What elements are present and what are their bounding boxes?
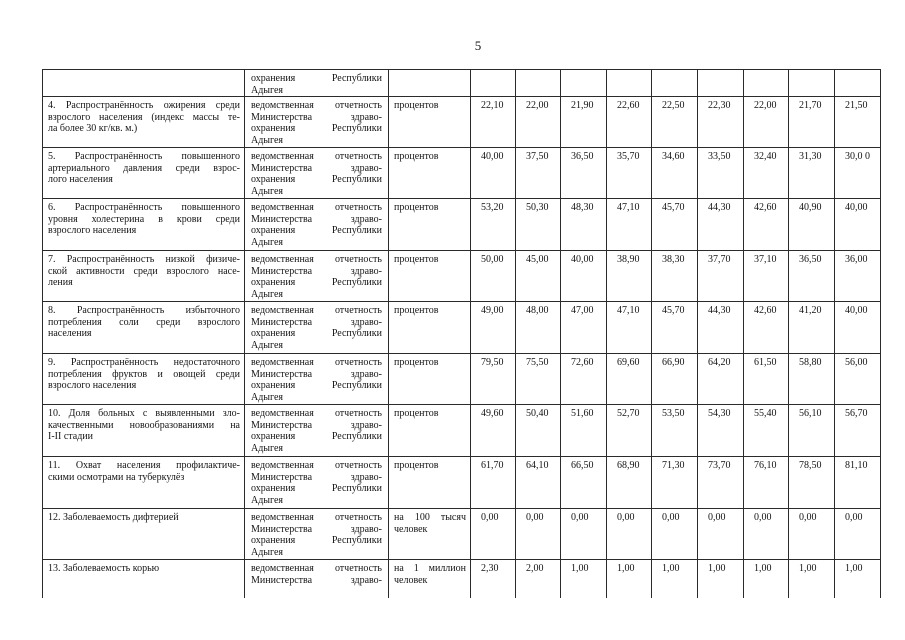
value-cell: 48,30 xyxy=(561,199,607,251)
source-cell xyxy=(245,302,389,354)
source-text-line: охранения Республики xyxy=(251,380,382,391)
unit-text-line: человек xyxy=(394,574,428,586)
indicator-text-line: 5. Распространённость повышенного xyxy=(48,151,240,162)
indicator-text-line: 10. Доля больных с выявленными зло- xyxy=(48,408,240,419)
source-text-line: охранения Республики xyxy=(251,225,382,236)
source-text-line: охранения Республики xyxy=(251,431,382,442)
source-cell xyxy=(245,97,389,148)
value-cell: 36,00 xyxy=(835,251,881,302)
unit-text-line: процентов xyxy=(394,100,439,111)
value-cell: 45,70 xyxy=(652,302,698,354)
value-cell: 0,00 xyxy=(652,509,698,560)
indicator-text-line: I-II стадии xyxy=(48,431,93,442)
unit-cell xyxy=(389,560,471,598)
value-cell: 1,00 xyxy=(835,560,881,598)
source-text-line: ведомственная отчетность xyxy=(251,305,382,316)
value-cell: 58,80 xyxy=(789,354,835,405)
value-cell: 38,30 xyxy=(652,251,698,302)
indicator-cell xyxy=(43,560,245,598)
unit-text-line: на 1 миллион xyxy=(394,563,466,574)
source-text-line: Адыгея xyxy=(251,134,284,146)
source-text-line: Министерства здраво- xyxy=(251,419,382,431)
value-cell: 55,40 xyxy=(744,405,789,457)
unit-cell xyxy=(389,199,471,251)
source-text-line: Министерства здраво- xyxy=(251,368,382,380)
indicator-cell xyxy=(43,251,245,302)
table-row xyxy=(43,405,881,457)
value-cell: 52,70 xyxy=(607,405,652,457)
value-cell: 34,60 xyxy=(652,148,698,199)
value-cell: 1,00 xyxy=(652,560,698,598)
value-cell: 69,60 xyxy=(607,354,652,405)
value-cell: 37,50 xyxy=(516,148,561,199)
unit-text-line: процентов xyxy=(394,408,439,419)
indicator-text-line: потребления фруктов и овощей среди xyxy=(48,368,240,380)
value-cell: 22,60 xyxy=(607,97,652,148)
indicator-text-line: 6. Распространённость повышенного xyxy=(48,202,240,213)
table-row xyxy=(43,509,881,560)
indicator-cell xyxy=(43,199,245,251)
indicator-cell xyxy=(43,97,245,148)
table-row xyxy=(43,199,881,251)
source-cell xyxy=(245,457,389,509)
unit-text-line: процентов xyxy=(394,305,439,316)
source-text-line: Министерства здраво- xyxy=(251,574,382,586)
source-text-line: Адыгея xyxy=(251,546,284,558)
source-text-line: Адыгея xyxy=(251,494,284,506)
value-cell: 32,40 xyxy=(744,148,789,199)
source-text-line: охранения Республики xyxy=(251,328,382,339)
value-cell: 66,50 xyxy=(561,457,607,509)
source-text-line: Адыгея xyxy=(251,288,284,300)
indicator-cell xyxy=(43,354,245,405)
value-cell: 47,10 xyxy=(607,199,652,251)
value-cell: 1,00 xyxy=(698,560,744,598)
value-cell: 2,30 xyxy=(471,560,516,598)
unit-text-line: процентов xyxy=(394,151,439,162)
indicator-text-line: ления xyxy=(48,277,73,288)
indicators-table xyxy=(42,69,881,598)
source-text-line: ведомственная отчетность xyxy=(251,202,382,213)
source-text-line: Адыгея xyxy=(251,185,284,197)
value-cell xyxy=(561,70,607,97)
value-cell xyxy=(835,70,881,97)
unit-text-line: на 100 тысяч xyxy=(394,512,466,523)
source-text-line: Министерства здраво- xyxy=(251,265,382,277)
value-cell: 53,50 xyxy=(652,405,698,457)
source-cell xyxy=(245,405,389,457)
value-cell: 31,30 xyxy=(789,148,835,199)
value-cell: 54,30 xyxy=(698,405,744,457)
value-cell: 51,60 xyxy=(561,405,607,457)
value-cell: 40,00 xyxy=(835,199,881,251)
value-cell: 35,70 xyxy=(607,148,652,199)
source-text-line: ведомственная отчетность xyxy=(251,100,382,111)
value-cell: 56,10 xyxy=(789,405,835,457)
value-cell: 47,00 xyxy=(561,302,607,354)
value-cell: 40,90 xyxy=(789,199,835,251)
value-cell: 1,00 xyxy=(607,560,652,598)
table-row xyxy=(43,560,881,598)
value-cell: 0,00 xyxy=(789,509,835,560)
source-cell xyxy=(245,70,389,97)
value-cell: 73,70 xyxy=(698,457,744,509)
source-text-line: Адыгея xyxy=(251,236,284,248)
unit-cell xyxy=(389,509,471,560)
indicator-text-line: качественными новообразованиями на xyxy=(48,419,240,431)
table-row xyxy=(43,457,881,509)
source-text-line: Министерства здраво- xyxy=(251,316,382,328)
value-cell: 64,20 xyxy=(698,354,744,405)
value-cell: 53,20 xyxy=(471,199,516,251)
value-cell: 0,00 xyxy=(516,509,561,560)
value-cell: 1,00 xyxy=(561,560,607,598)
unit-text-line: процентов xyxy=(394,254,439,265)
value-cell: 22,00 xyxy=(744,97,789,148)
indicator-text-line: ла более 30 кг/кв. м.) xyxy=(48,123,138,134)
page-number: 5 xyxy=(474,38,482,53)
source-cell xyxy=(245,354,389,405)
source-text-line: ведомственная отчетность xyxy=(251,254,382,265)
indicator-text-line: ской активности среди взрослого насе- xyxy=(48,265,240,277)
indicator-cell xyxy=(43,457,245,509)
value-cell: 30,0 0 xyxy=(835,148,881,199)
indicator-text-line: 9. Распространённость недостаточного xyxy=(48,357,240,368)
value-cell: 64,10 xyxy=(516,457,561,509)
source-text-line: ведомственная отчетность xyxy=(251,563,382,574)
unit-cell xyxy=(389,148,471,199)
value-cell xyxy=(652,70,698,97)
value-cell: 22,30 xyxy=(698,97,744,148)
indicator-cell xyxy=(43,70,245,97)
table-row xyxy=(43,97,881,148)
indicator-text-line: 4. Распространённость ожирения среди xyxy=(48,100,240,111)
value-cell: 41,20 xyxy=(789,302,835,354)
unit-cell xyxy=(389,405,471,457)
indicator-text-line: артериального давления среди взрос- xyxy=(48,162,240,174)
table-row xyxy=(43,251,881,302)
value-cell: 0,00 xyxy=(471,509,516,560)
value-cell: 56,00 xyxy=(835,354,881,405)
value-cell: 50,40 xyxy=(516,405,561,457)
value-cell: 61,50 xyxy=(744,354,789,405)
value-cell: 61,70 xyxy=(471,457,516,509)
value-cell: 37,70 xyxy=(698,251,744,302)
source-text-line: ведомственная отчетность xyxy=(251,151,382,162)
unit-cell xyxy=(389,251,471,302)
source-text-line: охранения Республики xyxy=(251,123,382,134)
indicator-text-line: взрослого населения xyxy=(48,225,137,236)
value-cell: 1,00 xyxy=(789,560,835,598)
table-body xyxy=(43,70,881,598)
unit-text-line: человек xyxy=(394,523,428,535)
value-cell: 78,50 xyxy=(789,457,835,509)
value-cell: 79,50 xyxy=(471,354,516,405)
source-text-line: Адыгея xyxy=(251,339,284,351)
value-cell: 36,50 xyxy=(561,148,607,199)
indicator-text-line: потребления соли среди взрослого xyxy=(48,316,240,328)
value-cell: 50,00 xyxy=(471,251,516,302)
source-cell xyxy=(245,560,389,598)
value-cell: 22,10 xyxy=(471,97,516,148)
source-text-line: Министерства здраво- xyxy=(251,111,382,123)
value-cell xyxy=(607,70,652,97)
source-text-line: Министерства здраво- xyxy=(251,471,382,483)
indicator-text-line: скими осмотрами на туберкулёз xyxy=(48,471,185,483)
value-cell: 47,10 xyxy=(607,302,652,354)
table-row xyxy=(43,70,881,97)
unit-text-line: процентов xyxy=(394,357,439,368)
source-text-line: Министерства здраво- xyxy=(251,523,382,535)
indicator-text-line: 7. Распространённость низкой физиче- xyxy=(48,254,240,265)
indicator-text-line: 13. Заболеваемость корью xyxy=(48,563,160,574)
value-cell: 81,10 xyxy=(835,457,881,509)
unit-cell xyxy=(389,302,471,354)
indicator-text-line: населения xyxy=(48,328,92,339)
value-cell: 72,60 xyxy=(561,354,607,405)
value-cell: 22,50 xyxy=(652,97,698,148)
value-cell: 21,70 xyxy=(789,97,835,148)
indicator-text-line: взрослого населения (индекс массы те- xyxy=(48,111,240,123)
value-cell xyxy=(471,70,516,97)
table-row xyxy=(43,302,881,354)
value-cell: 49,60 xyxy=(471,405,516,457)
source-text-line: ведомственная отчетность xyxy=(251,357,382,368)
source-text-line: охранения Республики xyxy=(251,174,382,185)
value-cell: 38,90 xyxy=(607,251,652,302)
value-cell: 75,50 xyxy=(516,354,561,405)
value-cell xyxy=(744,70,789,97)
indicator-cell xyxy=(43,302,245,354)
indicator-text-line: взрослого населения xyxy=(48,380,137,391)
value-cell: 36,50 xyxy=(789,251,835,302)
value-cell: 33,50 xyxy=(698,148,744,199)
value-cell: 68,90 xyxy=(607,457,652,509)
value-cell: 22,00 xyxy=(516,97,561,148)
source-text-line: охранения Республики xyxy=(251,483,382,494)
unit-text-line: процентов xyxy=(394,460,439,471)
source-cell xyxy=(245,509,389,560)
unit-text-line: процентов xyxy=(394,202,439,213)
unit-cell xyxy=(389,97,471,148)
indicator-cell xyxy=(43,148,245,199)
source-text-line: охранения Республики xyxy=(251,535,382,546)
source-text-line: ведомственная отчетность xyxy=(251,408,382,419)
value-cell: 76,10 xyxy=(744,457,789,509)
value-cell: 40,00 xyxy=(561,251,607,302)
value-cell: 1,00 xyxy=(744,560,789,598)
value-cell xyxy=(789,70,835,97)
value-cell: 42,60 xyxy=(744,302,789,354)
value-cell: 40,00 xyxy=(471,148,516,199)
source-text-line: Адыгея xyxy=(251,84,284,96)
source-text-line: охранения Республики xyxy=(251,73,382,84)
source-text-line: ведомственная отчетность xyxy=(251,512,382,523)
indicator-cell xyxy=(43,509,245,560)
indicator-text-line: 8. Распространённость избыточного xyxy=(48,305,240,316)
value-cell: 50,30 xyxy=(516,199,561,251)
indicator-text-line: 12. Заболеваемость дифтерией xyxy=(48,512,179,523)
unit-cell xyxy=(389,457,471,509)
table-row xyxy=(43,148,881,199)
indicator-cell xyxy=(43,405,245,457)
value-cell: 40,00 xyxy=(835,302,881,354)
value-cell xyxy=(698,70,744,97)
source-text-line: охранения Республики xyxy=(251,277,382,288)
unit-cell xyxy=(389,70,471,97)
source-text-line: ведомственная отчетность xyxy=(251,460,382,471)
source-cell xyxy=(245,199,389,251)
value-cell: 48,00 xyxy=(516,302,561,354)
source-text-line: Адыгея xyxy=(251,442,284,454)
value-cell: 71,30 xyxy=(652,457,698,509)
value-cell: 66,90 xyxy=(652,354,698,405)
value-cell: 21,90 xyxy=(561,97,607,148)
unit-cell xyxy=(389,354,471,405)
source-text-line: Министерства здраво- xyxy=(251,213,382,225)
value-cell: 21,50 xyxy=(835,97,881,148)
value-cell: 44,30 xyxy=(698,302,744,354)
value-cell: 44,30 xyxy=(698,199,744,251)
value-cell: 0,00 xyxy=(561,509,607,560)
value-cell: 0,00 xyxy=(744,509,789,560)
table-row xyxy=(43,354,881,405)
source-cell xyxy=(245,251,389,302)
value-cell: 49,00 xyxy=(471,302,516,354)
value-cell: 45,70 xyxy=(652,199,698,251)
value-cell: 56,70 xyxy=(835,405,881,457)
indicator-text-line: уровня холестерина в крови среди xyxy=(48,213,240,225)
value-cell: 37,10 xyxy=(744,251,789,302)
value-cell: 42,60 xyxy=(744,199,789,251)
value-cell: 0,00 xyxy=(698,509,744,560)
source-text-line: Адыгея xyxy=(251,391,284,403)
source-text-line: Министерства здраво- xyxy=(251,162,382,174)
value-cell: 0,00 xyxy=(835,509,881,560)
value-cell: 45,00 xyxy=(516,251,561,302)
indicator-text-line: 11. Охват населения профилактиче- xyxy=(48,460,240,471)
source-cell xyxy=(245,148,389,199)
indicator-text-line: лого населения xyxy=(48,174,113,185)
value-cell xyxy=(516,70,561,97)
value-cell: 2,00 xyxy=(516,560,561,598)
value-cell: 0,00 xyxy=(607,509,652,560)
